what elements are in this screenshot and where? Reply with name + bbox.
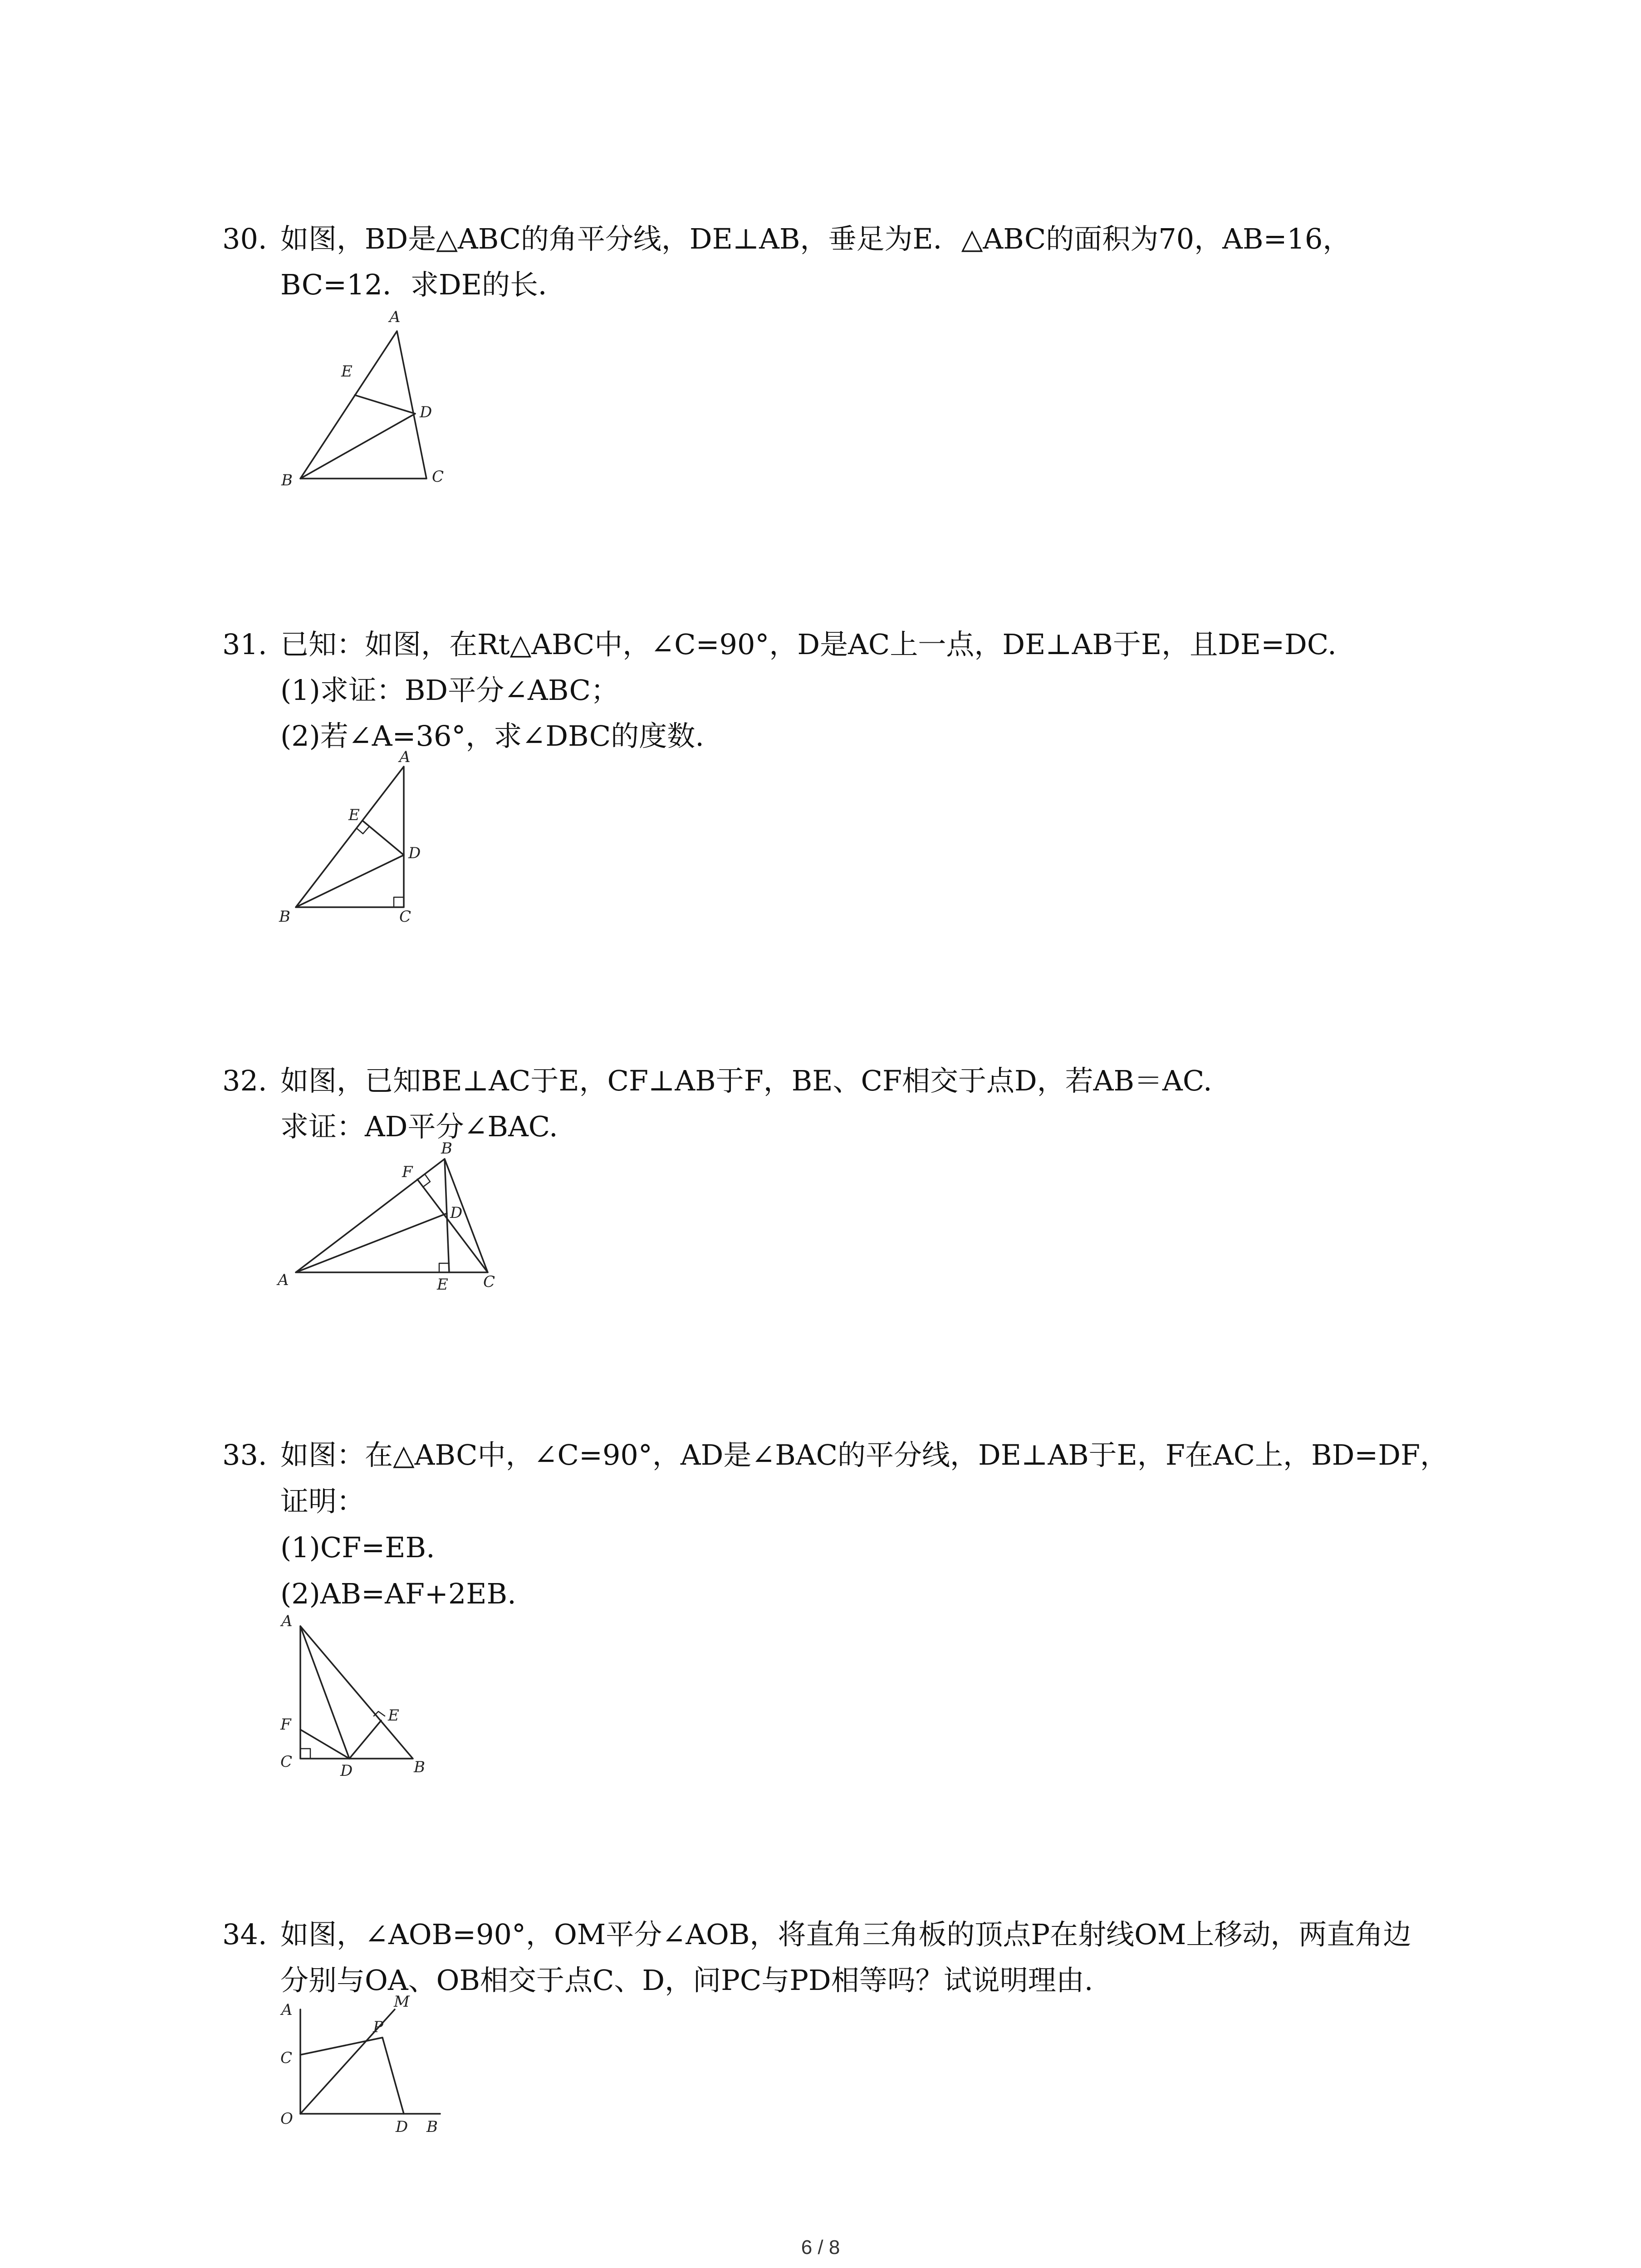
figure-33-right-triangle bbox=[272, 1608, 454, 1785]
figure-32-triangle bbox=[272, 1141, 526, 1313]
problem-34-line-1: 34. 如图，∠AOB=90°，OM平分∠AOB，将直角三角板的顶点P在射线OM上移动，两直角边 bbox=[222, 1916, 1411, 1953]
label-c: C bbox=[483, 1273, 495, 1291]
segment-pc bbox=[300, 2038, 382, 2055]
segment-ad bbox=[296, 1213, 447, 1272]
question-number: 31. bbox=[222, 628, 267, 661]
problem-30-line-2: BC=12．求DE的长． bbox=[280, 268, 566, 301]
label-b: B bbox=[414, 1758, 425, 1776]
problem-31-line-2: (1)求证：BD平分∠ABC； bbox=[280, 674, 619, 707]
question-number: 33. bbox=[222, 1438, 267, 1471]
segment-cf bbox=[417, 1179, 488, 1272]
segment-bd bbox=[296, 855, 404, 907]
triangle-abc bbox=[300, 331, 426, 479]
problem-31-line-3: (2)若∠A=36°，求∠DBC的度数. bbox=[280, 719, 704, 753]
label-b: B bbox=[441, 1139, 452, 1158]
segment-pd bbox=[382, 2038, 404, 2114]
problem-32-line-2: 求证：AD平分∠BAC. bbox=[280, 1110, 558, 1143]
label-c: C bbox=[280, 1753, 293, 1771]
label-c: C bbox=[432, 468, 444, 486]
label-a: A bbox=[281, 1612, 293, 1630]
label-a: A bbox=[278, 1271, 289, 1289]
label-c: C bbox=[399, 908, 411, 926]
figure-34-angle-bisector bbox=[272, 1993, 463, 2146]
label-e: E bbox=[348, 806, 360, 824]
label-e: E bbox=[341, 362, 353, 381]
figure-31-right-triangle bbox=[272, 748, 445, 934]
label-a: A bbox=[389, 308, 401, 326]
question-number: 32. bbox=[222, 1064, 267, 1097]
label-b: B bbox=[281, 471, 293, 489]
label-f: F bbox=[280, 1716, 291, 1734]
figure-30-triangle bbox=[272, 304, 481, 499]
triangle-abc bbox=[296, 767, 404, 907]
label-b: B bbox=[426, 2118, 438, 2136]
problem-34-line-2: 分别与OA、OB相交于点C、D，问PC与PD相等吗？试说明理由. bbox=[280, 1964, 1093, 1997]
label-d: D bbox=[340, 1762, 353, 1780]
label-o: O bbox=[280, 2110, 293, 2128]
right-angle-mark-c bbox=[300, 1749, 310, 1759]
label-f: F bbox=[402, 1163, 413, 1181]
right-angle-mark-e bbox=[439, 1263, 449, 1272]
label-e: E bbox=[437, 1276, 448, 1294]
problem-33-line-2: 证明： bbox=[280, 1485, 365, 1518]
problem-33-line-1: 33. 如图：在△ABC中，∠C=90°，AD是∠BAC的平分线，DE⊥AB于E，F在AC上，BD=DF， bbox=[222, 1437, 1448, 1473]
label-d: D bbox=[420, 403, 432, 421]
label-d: D bbox=[450, 1204, 463, 1222]
label-c: C bbox=[280, 2049, 293, 2067]
segment-de bbox=[349, 1721, 381, 1759]
question-number: 30. bbox=[222, 222, 267, 255]
question-number: 34. bbox=[222, 1918, 267, 1951]
label-b: B bbox=[279, 908, 290, 926]
segment-bd bbox=[300, 414, 415, 479]
problem-31-line-1: 31. 已知：如图，在Rt△ABC中，∠C=90°，D是AC上一点，DE⊥AB于E，且DE=DC. bbox=[222, 626, 1337, 663]
label-a: A bbox=[399, 748, 411, 766]
problem-33-line-4: (2)AB=AF+2EB. bbox=[280, 1577, 516, 1610]
page-number: 6 / 8 bbox=[801, 2236, 840, 2258]
label-p: P bbox=[373, 2018, 383, 2036]
problem-30-line-1: 30. 如图，BD是△ABC的角平分线，DE⊥AB，垂足为E．△ABC的面积为70，AB=16， bbox=[222, 221, 1351, 257]
segment-de bbox=[355, 395, 415, 414]
right-angle-mark-e bbox=[357, 826, 369, 834]
problem-32-line-1: 32. 如图，已知BE⊥AC于E，CF⊥AB于F，BE、CF相交于点D，若AB＝AC. bbox=[222, 1063, 1212, 1099]
label-a: A bbox=[281, 2001, 293, 2019]
label-e: E bbox=[388, 1706, 399, 1725]
label-d: D bbox=[408, 844, 421, 862]
label-d: D bbox=[396, 2118, 408, 2136]
right-angle-mark-c bbox=[394, 897, 404, 907]
segment-fd bbox=[300, 1730, 349, 1759]
label-m: M bbox=[394, 1993, 410, 2011]
problem-33-line-3: (1)CF=EB. bbox=[280, 1531, 435, 1564]
right-angle-mark-f bbox=[423, 1174, 430, 1187]
segment-ad bbox=[300, 1626, 349, 1759]
